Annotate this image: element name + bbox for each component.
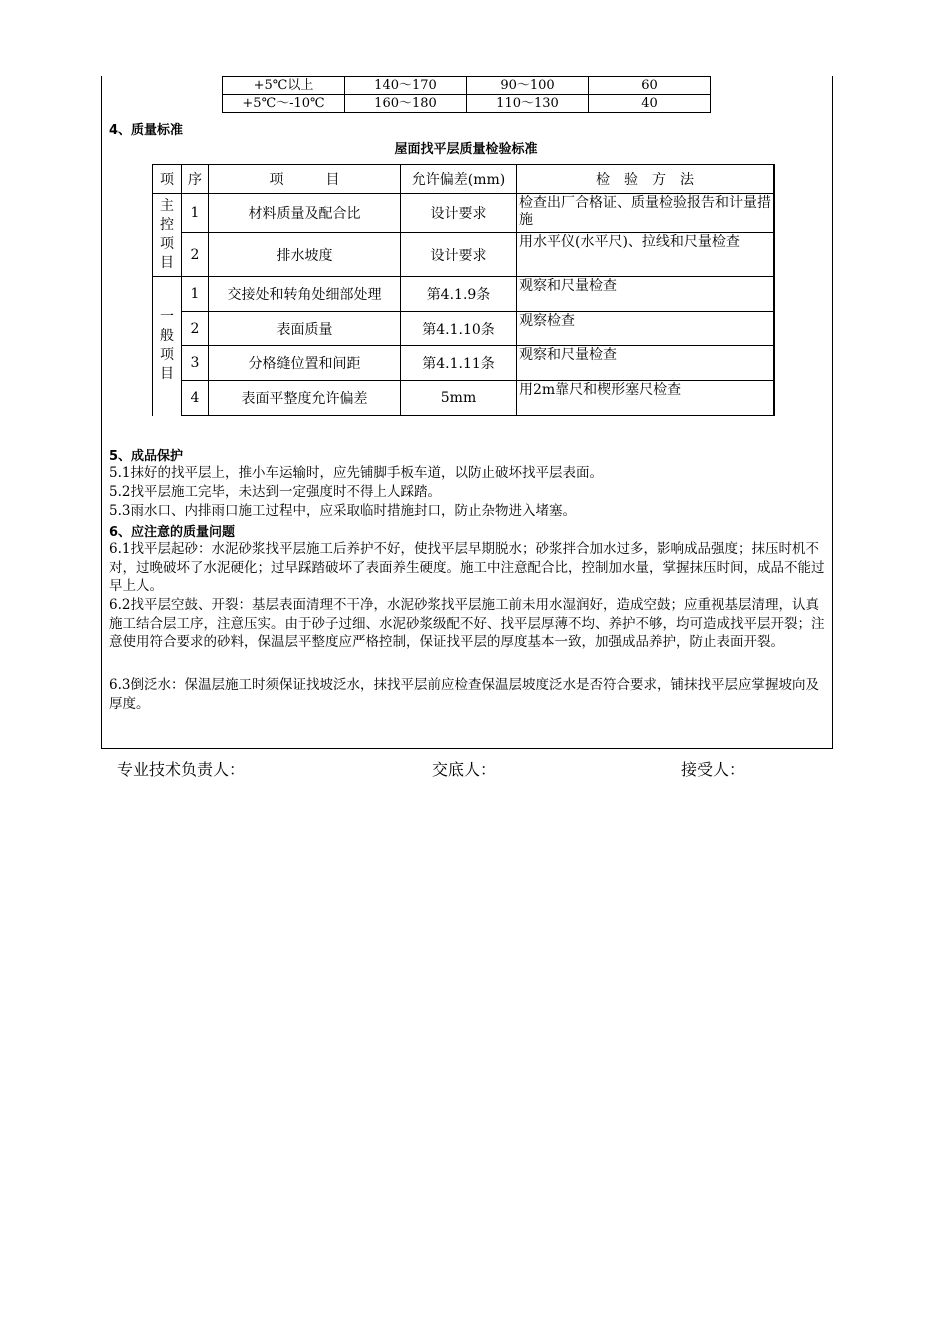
header-seq: 序 xyxy=(182,165,209,194)
item-cell: 交接处和转角处细部处理 xyxy=(209,277,401,312)
seq-cell: 3 xyxy=(182,346,209,381)
section6-heading: 6、应注意的质量问题 xyxy=(109,525,236,540)
tech-lead-signature: 专业技术负责人： xyxy=(117,760,246,779)
method-cell: 用水平仪(水平尺)、拉线和尺量检查 xyxy=(517,233,775,277)
section4-heading: 4、质量标准 xyxy=(109,123,184,138)
section5-item: 5.3雨水口、内排雨口施工过程中，应采取临时措施封口，防止杂物进入堵塞。 xyxy=(109,503,576,519)
item-cell: 排水坡度 xyxy=(209,233,401,277)
table-cell: 60 xyxy=(589,77,711,95)
item-cell: 材料质量及配合比 xyxy=(209,194,401,233)
table-row xyxy=(223,77,711,95)
tolerance-cell: 设计要求 xyxy=(401,233,517,277)
seq-cell: 4 xyxy=(182,381,209,416)
seq-cell: 1 xyxy=(182,277,209,312)
header-item: 项 目 xyxy=(209,165,401,194)
table-cell: 40 xyxy=(589,95,711,113)
seq-cell: 2 xyxy=(182,233,209,277)
table-row xyxy=(153,233,775,277)
method-cell: 检查出厂合格证、质量检验报告和计量措施 xyxy=(517,194,775,233)
table-cell: 110～130 xyxy=(467,95,589,113)
tolerance-cell: 第4.1.10条 xyxy=(401,312,517,346)
presenter-signature: 交底人： xyxy=(432,760,497,779)
header-category: 项 xyxy=(153,165,182,194)
mix-ratio-table xyxy=(222,76,711,113)
general-items-label: 一般项目 xyxy=(153,277,182,416)
table-row xyxy=(153,277,775,312)
section6-item: 6.1找平层起砂：水泥砂浆找平层施工后养护不好，使找平层早期脱水；砂浆拌合加水过多，影响成品强度；抹压时机不对，过晚破坏了水泥硬化；过早踩踏破坏了表面养生硬度。施工中注意配合比，控制加水量，掌握抹压时间，成品不能过早上人。 xyxy=(109,541,825,595)
section6-item: 6.3倒泛水：保温层施工时须保证找坡泛水，抹找平层前应检查保温层坡度泛水是否符合要求，铺抹找平层应掌握坡向及厚度。 xyxy=(109,677,819,712)
table-cell: +5℃以上 xyxy=(223,77,345,95)
section5-heading: 5、成品保护 xyxy=(109,449,184,464)
section5-item: 5.2找平层施工完毕，未达到一定强度时不得上人踩踏。 xyxy=(109,484,441,500)
tolerance-cell: 设计要求 xyxy=(401,194,517,233)
seq-cell: 1 xyxy=(182,194,209,233)
header-tolerance: 允许偏差(mm) xyxy=(401,165,517,194)
table-header-row xyxy=(153,165,775,194)
method-cell: 用2m靠尺和楔形塞尺检查 xyxy=(517,381,775,416)
table-row xyxy=(223,95,711,113)
table-cell: 90～100 xyxy=(467,77,589,95)
table-cell: 140～170 xyxy=(345,77,467,95)
table-row xyxy=(153,312,775,346)
item-cell: 分格缝位置和间距 xyxy=(209,346,401,381)
section5-item: 5.1抹好的找平层上，推小车运输时，应先铺脚手板车道，以防止破坏找平层表面。 xyxy=(109,465,603,481)
table-cell: +5℃～-10℃ xyxy=(223,95,345,113)
quality-standard-table xyxy=(152,164,775,416)
receiver-signature: 接受人： xyxy=(681,760,746,779)
item-cell: 表面平整度允许偏差 xyxy=(209,381,401,416)
method-cell: 观察和尺量检查 xyxy=(517,277,775,312)
tolerance-cell: 第4.1.9条 xyxy=(401,277,517,312)
seq-cell: 2 xyxy=(182,312,209,346)
item-cell: 表面质量 xyxy=(209,312,401,346)
table-row xyxy=(153,194,775,233)
table-row xyxy=(153,381,775,416)
section6-item: 6.2找平层空鼓、开裂：基层表面清理不干净，水泥砂浆找平层施工前未用水湿润好，造成空鼓；应重视基层清理，认真施工结合层工序，注意压实。由于砂子过细、水泥砂浆级配不好、找平层厚薄不均、养护不够，均可造成找平层开裂；注意使用符合要求的砂料，保温层平整度应严格控制，保证找平层的厚度基本一致，加强成品养护，防止表面开裂。 xyxy=(109,597,825,651)
tolerance-cell: 第4.1.11条 xyxy=(401,346,517,381)
method-cell: 观察和尺量检查 xyxy=(517,346,775,381)
method-cell: 观察检查 xyxy=(517,312,775,346)
tolerance-cell: 5mm xyxy=(401,381,517,416)
table-title: 屋面找平层质量检验标准 xyxy=(394,142,538,157)
header-method: 检 验 方 法 xyxy=(517,165,775,194)
main-control-label: 主控项目 xyxy=(153,194,182,277)
table-cell: 160～180 xyxy=(345,95,467,113)
table-row xyxy=(153,346,775,381)
